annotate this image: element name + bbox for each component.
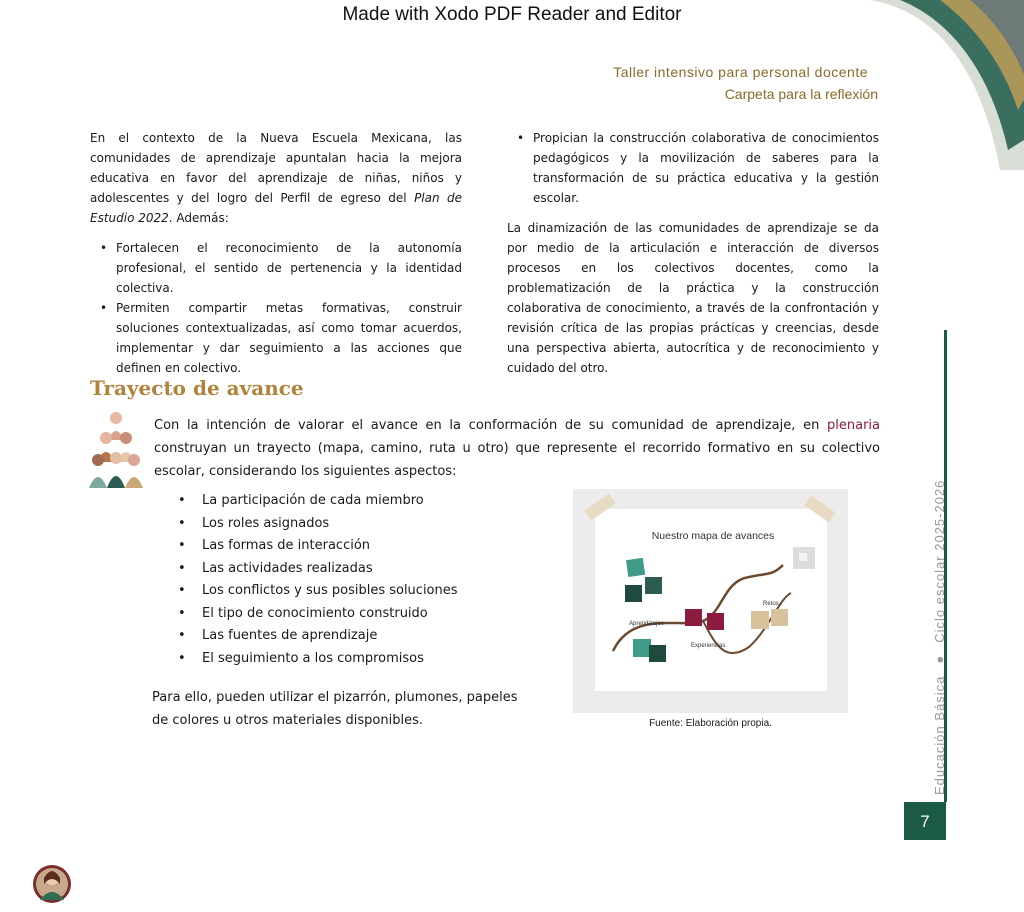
list-item: • La participación de cada miembro: [176, 490, 536, 513]
list-item: • Las fuentes de aprendizaje: [176, 625, 536, 648]
section-title: Trayecto de avance: [90, 376, 304, 400]
list-item: • Las actividades realizadas: [176, 558, 536, 581]
list-item: • Los roles asignados: [176, 513, 536, 536]
list-item: • El seguimiento a los compromisos: [176, 648, 536, 671]
school-cycle: Ciclo escolar 2025-2026: [932, 479, 947, 643]
header-workshop-title: Taller intensivo para personal docente: [613, 64, 868, 80]
separator-dot: ●: [932, 654, 947, 664]
xodo-watermark: Made with Xodo PDF Reader and Editor: [342, 4, 682, 25]
board-title: Nuestro mapa de avances: [651, 530, 775, 542]
list-item: • Los conflictos y sus posibles soluciones: [176, 580, 536, 603]
education-level: Educación Básica: [932, 675, 947, 795]
section-intro: Con la intención de valorar el avance en la conformación de su comunidad de aprendizaje, en plenaria construyan un trayecto (mapa, camino, ruta u otro) que represente el recorrido formativo en su colectivo escolar, considerando los siguientes aspectos:: [154, 418, 880, 479]
list-item: • Permiten compartir metas formativas, construir soluciones contextualizadas, así como tomar acuerdos, implementar y dar seguimiento a las acciones que definen en colectivo.: [90, 298, 462, 378]
sidebar-vertical-text: [932, 480, 947, 795]
progress-map-illustration: [573, 489, 848, 713]
teacher-avatar-icon: [32, 862, 72, 906]
progress-map-figure: [573, 489, 848, 713]
label-aprendizajes: Aprendizajes: [629, 621, 664, 627]
aspects-list: [176, 490, 536, 670]
figure-caption: Fuente: Elaboración propia.: [649, 718, 772, 729]
list-item: • El tipo de conocimiento construido: [176, 603, 536, 626]
puzzle-icon: [793, 547, 815, 569]
closing-paragraph: Para ello, pueden utilizar el pizarrón, plumones, papeles de colores u otros materiales disponibles.: [152, 690, 518, 728]
right-paragraph: La dinamización de las comunidades de aprendizaje se da por medio de la articulación e interacción de diversos procesos en los colectivos docentes, como la problematización de la práctica y la construcción colaborativa de conocimiento, a través de la confrontación y revisión crítica de las propias prácticas y creencias, desde una perspectiva abierta, autocrítica y de reconocimiento y cuidado del otro.: [507, 221, 879, 375]
list-item: • Fortalecen el reconocimiento de la autonomía profesional, el sentido de pertenencia y la identidad colectiva.: [90, 238, 462, 298]
left-bullet-list: [90, 238, 462, 378]
highlight-plenaria: plenaria: [827, 418, 880, 433]
list-item: • Propician la construcción colaborativa de conocimientos pedagógicos y la movilización de saberes para la transformación de su práctica educativa y la gestión escolar.: [507, 128, 879, 208]
page-number: 7: [904, 802, 946, 840]
list-item: • Las formas de interacción: [176, 535, 536, 558]
left-paragraph: En el contexto de la Nueva Escuela Mexicana, las comunidades de aprendizaje apuntalan hacia la mejora educativa en favor del aprendizaje de niñas, niños y adolescentes y del logro del Perfil de egreso del Plan de Estudio 2022. Además:: [90, 131, 463, 225]
right-bullet-list: [507, 128, 879, 208]
label-experiencias: Experiencias: [691, 643, 726, 649]
header-folder-title: Carpeta para la reflexión: [724, 86, 878, 102]
corner-decoration: [860, 0, 1024, 170]
label-retos: Retos: [763, 601, 779, 607]
left-column: [90, 128, 462, 378]
right-column: [507, 128, 879, 378]
people-group-icon: [88, 408, 144, 492]
